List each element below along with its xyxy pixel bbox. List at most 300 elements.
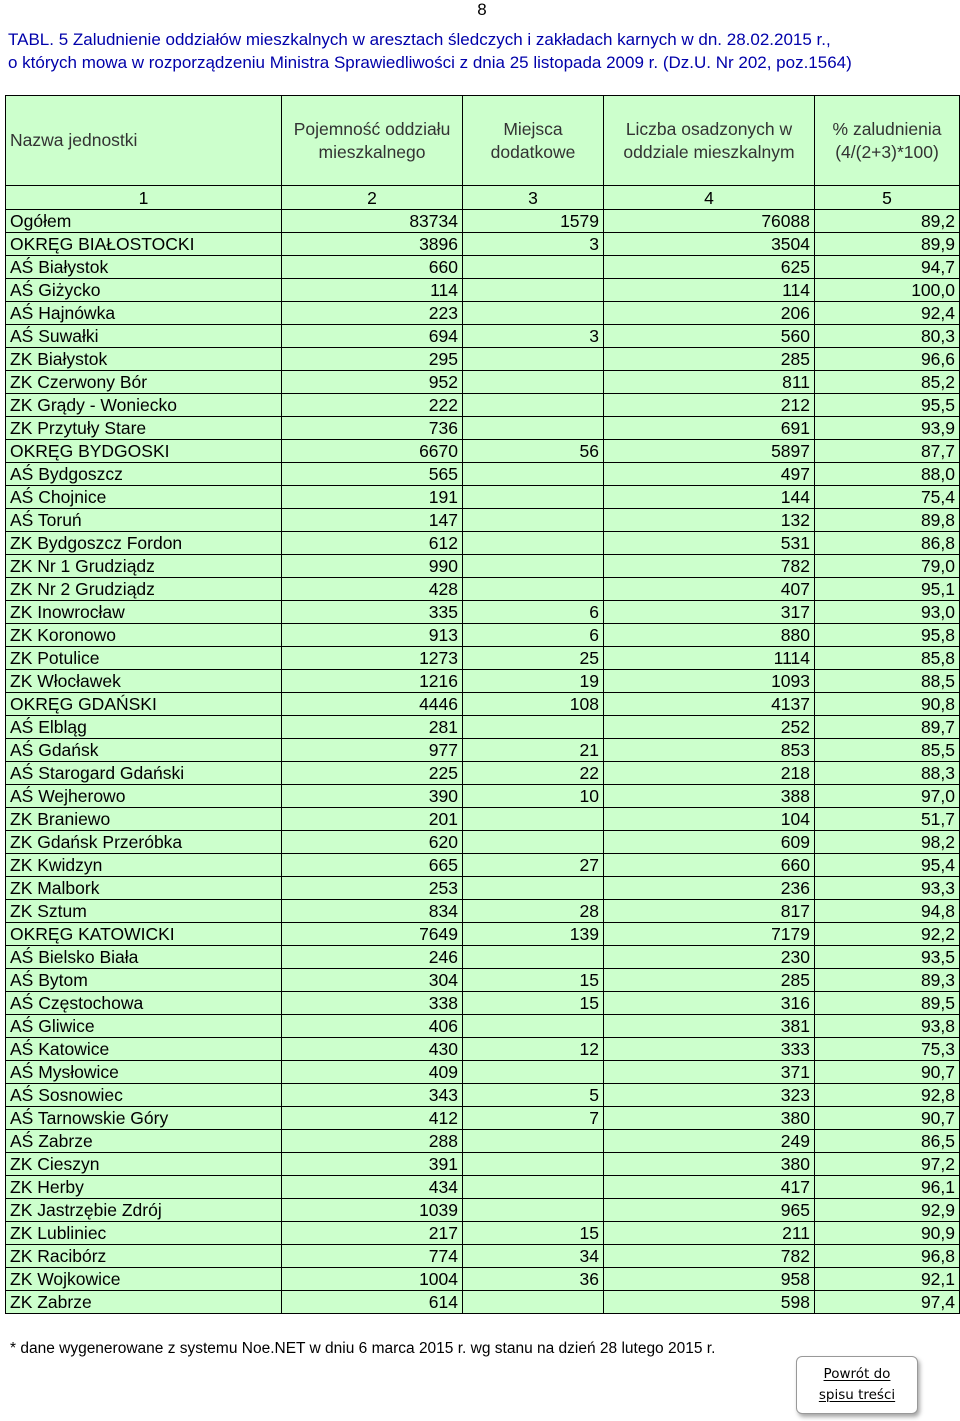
unit-name-cell: AŚ Katowice [6,1038,282,1061]
table-row [6,1291,960,1314]
table-row [6,1176,960,1199]
capacity-cell: 428 [282,578,463,601]
toc-link-line-2: spisu treści [818,1387,896,1403]
unit-name-cell: AŚ Suwałki [6,325,282,348]
toc-link-line-1: Powrót do [823,1366,891,1382]
unit-name-cell: AŚ Białystok [6,256,282,279]
occupancy-pct-cell: 95,8 [815,624,960,647]
occupancy-pct-cell: 93,9 [815,417,960,440]
capacity-cell: 304 [282,969,463,992]
inmates-cell: 811 [604,371,815,394]
capacity-cell: 1273 [282,647,463,670]
occupancy-pct-cell: 90,9 [815,1222,960,1245]
unit-name-cell: AŚ Bydgoszcz [6,463,282,486]
capacity-cell: 246 [282,946,463,969]
occupancy-pct-cell: 86,8 [815,532,960,555]
extra-places-cell: 56 [463,440,604,463]
unit-name-cell: AŚ Częstochowa [6,992,282,1015]
occupancy-pct-cell: 97,2 [815,1153,960,1176]
occupancy-pct-cell: 85,5 [815,739,960,762]
inmates-cell: 598 [604,1291,815,1314]
header-capacity: Pojemność oddziału mieszkalnego [282,96,463,186]
inmates-cell: 252 [604,716,815,739]
table-row [6,670,960,693]
occupancy-pct-cell: 93,5 [815,946,960,969]
table-row [6,739,960,762]
capacity-cell: 390 [282,785,463,808]
column-number: 1 [6,186,282,210]
unit-name-cell: AŚ Giżycko [6,279,282,302]
unit-name-cell: ZK Lubliniec [6,1222,282,1245]
unit-name-cell: ZK Herby [6,1176,282,1199]
inmates-cell: 323 [604,1084,815,1107]
capacity-cell: 406 [282,1015,463,1038]
table-row [6,1107,960,1130]
inmates-cell: 236 [604,877,815,900]
capacity-cell: 430 [282,1038,463,1061]
unit-name-cell: ZK Jastrzębie Zdrój [6,1199,282,1222]
occupancy-pct-cell: 90,7 [815,1107,960,1130]
unit-name-cell: ZK Nr 2 Grudziądz [6,578,282,601]
header-extra-places: Miejsca dodatkowe [463,96,604,186]
unit-name-cell: ZK Sztum [6,900,282,923]
occupancy-pct-cell: 92,2 [815,923,960,946]
capacity-cell: 217 [282,1222,463,1245]
inmates-cell: 625 [604,256,815,279]
table-row [6,417,960,440]
inmates-cell: 388 [604,785,815,808]
inmates-cell: 407 [604,578,815,601]
occupancy-pct-cell: 87,7 [815,440,960,463]
district-row [6,440,960,463]
unit-name-cell: ZK Potulice [6,647,282,670]
unit-name-cell: AŚ Gdańsk [6,739,282,762]
capacity-cell: 990 [282,555,463,578]
table-row [6,325,960,348]
occupancy-pct-cell: 98,2 [815,831,960,854]
unit-name-cell: ZK Cieszyn [6,1153,282,1176]
extra-places-cell [463,808,604,831]
occupancy-pct-cell: 97,4 [815,1291,960,1314]
unit-name-cell: ZK Nr 1 Grudziądz [6,555,282,578]
table-row [6,1153,960,1176]
capacity-cell: 614 [282,1291,463,1314]
table-row [6,1268,960,1291]
table-row [6,647,960,670]
extra-places-cell [463,509,604,532]
extra-places-cell: 1579 [463,210,604,233]
table-row [6,992,960,1015]
extra-places-cell: 5 [463,1084,604,1107]
district-row [6,233,960,256]
extra-places-cell [463,1153,604,1176]
inmates-cell: 206 [604,302,815,325]
unit-name-cell: ZK Przytuły Stare [6,417,282,440]
district-row [6,693,960,716]
capacity-cell: 1039 [282,1199,463,1222]
inmates-cell: 144 [604,486,815,509]
occupancy-pct-cell: 86,5 [815,1130,960,1153]
extra-places-cell [463,716,604,739]
extra-places-cell [463,1199,604,1222]
table-row [6,532,960,555]
occupancy-pct-cell: 96,1 [815,1176,960,1199]
extra-places-cell [463,279,604,302]
inmates-cell: 316 [604,992,815,1015]
inmates-cell: 3504 [604,233,815,256]
occupancy-pct-cell: 89,9 [815,233,960,256]
extra-places-cell [463,555,604,578]
unit-name-cell: OKRĘG BYDGOSKI [6,440,282,463]
table-row [6,762,960,785]
occupancy-pct-cell: 89,3 [815,969,960,992]
extra-places-cell [463,463,604,486]
occupancy-pct-cell: 90,8 [815,693,960,716]
inmates-cell: 371 [604,1061,815,1084]
extra-places-cell: 34 [463,1245,604,1268]
occupancy-pct-cell: 94,8 [815,900,960,923]
inmates-cell: 114 [604,279,815,302]
extra-places-cell: 15 [463,992,604,1015]
unit-name-cell: ZK Zabrze [6,1291,282,1314]
unit-name-cell: AŚ Wejherowo [6,785,282,808]
occupancy-pct-cell: 92,4 [815,302,960,325]
occupancy-pct-cell: 89,8 [815,509,960,532]
unit-name-cell: AŚ Tarnowskie Góry [6,1107,282,1130]
capacity-cell: 774 [282,1245,463,1268]
extra-places-cell [463,877,604,900]
inmates-cell: 230 [604,946,815,969]
caption-line-1: TABL. 5 Zaludnienie oddziałów mieszkalnych w aresztach śledczych i zakładach karnych w dn. 28.02.2015 r., [8,30,831,49]
capacity-cell: 834 [282,900,463,923]
extra-places-cell: 28 [463,900,604,923]
unit-name-cell: AŚ Elbląg [6,716,282,739]
capacity-cell: 253 [282,877,463,900]
extra-places-cell [463,831,604,854]
capacity-cell: 83734 [282,210,463,233]
inmates-cell: 249 [604,1130,815,1153]
occupancy-pct-cell: 80,3 [815,325,960,348]
unit-name-cell: AŚ Sosnowiec [6,1084,282,1107]
inmates-cell: 609 [604,831,815,854]
unit-name-cell: AŚ Zabrze [6,1130,282,1153]
occupancy-pct-cell: 75,4 [815,486,960,509]
column-number: 2 [282,186,463,210]
occupancy-pct-cell: 96,8 [815,1245,960,1268]
capacity-cell: 7649 [282,923,463,946]
extra-places-cell [463,417,604,440]
inmates-cell: 958 [604,1268,815,1291]
table-row [6,831,960,854]
occupancy-pct-cell: 100,0 [815,279,960,302]
unit-name-cell: ZK Gdańsk Przeróbka [6,831,282,854]
table-row [6,1061,960,1084]
inmates-cell: 132 [604,509,815,532]
inmates-cell: 212 [604,394,815,417]
extra-places-cell [463,348,604,371]
extra-places-cell: 3 [463,233,604,256]
occupancy-pct-cell: 79,0 [815,555,960,578]
extra-places-cell [463,256,604,279]
table-row [6,1038,960,1061]
inmates-cell: 497 [604,463,815,486]
unit-name-cell: AŚ Mysłowice [6,1061,282,1084]
capacity-cell: 409 [282,1061,463,1084]
unit-name-cell: AŚ Chojnice [6,486,282,509]
extra-places-cell [463,1015,604,1038]
occupancy-pct-cell: 88,0 [815,463,960,486]
table-row [6,555,960,578]
extra-places-cell: 3 [463,325,604,348]
table-row [6,394,960,417]
inmates-cell: 285 [604,348,815,371]
inmates-cell: 880 [604,624,815,647]
capacity-cell: 6670 [282,440,463,463]
inmates-cell: 317 [604,601,815,624]
extra-places-cell: 12 [463,1038,604,1061]
total-row [6,210,960,233]
inmates-cell: 660 [604,854,815,877]
occupancy-pct-cell: 93,0 [815,601,960,624]
capacity-cell: 225 [282,762,463,785]
table-row [6,946,960,969]
capacity-cell: 977 [282,739,463,762]
header-row [6,96,960,186]
capacity-cell: 335 [282,601,463,624]
unit-name-cell: OKRĘG GDAŃSKI [6,693,282,716]
capacity-cell: 952 [282,371,463,394]
occupancy-pct-cell: 92,1 [815,1268,960,1291]
table-row [6,877,960,900]
column-number: 3 [463,186,604,210]
unit-name-cell: OKRĘG KATOWICKI [6,923,282,946]
unit-name-cell: ZK Racibórz [6,1245,282,1268]
capacity-cell: 660 [282,256,463,279]
capacity-cell: 612 [282,532,463,555]
inmates-cell: 333 [604,1038,815,1061]
occupancy-pct-cell: 90,7 [815,1061,960,1084]
extra-places-cell [463,578,604,601]
capacity-cell: 694 [282,325,463,348]
capacity-cell: 736 [282,417,463,440]
table-row [6,509,960,532]
occupancy-pct-cell: 94,7 [815,256,960,279]
inmates-cell: 853 [604,739,815,762]
occupancy-pct-cell: 75,3 [815,1038,960,1061]
capacity-cell: 147 [282,509,463,532]
occupancy-pct-cell: 95,5 [815,394,960,417]
table-row [6,348,960,371]
inmates-cell: 560 [604,325,815,348]
table-row [6,302,960,325]
occupancy-pct-cell: 89,7 [815,716,960,739]
inmates-cell: 380 [604,1107,815,1130]
unit-name-cell: AŚ Gliwice [6,1015,282,1038]
extra-places-cell [463,532,604,555]
extra-places-cell [463,394,604,417]
inmates-cell: 76088 [604,210,815,233]
capacity-cell: 3896 [282,233,463,256]
inmates-cell: 1114 [604,647,815,670]
occupancy-pct-cell: 96,6 [815,348,960,371]
table-row [6,1222,960,1245]
column-number: 4 [604,186,815,210]
capacity-cell: 288 [282,1130,463,1153]
occupancy-pct-cell: 95,1 [815,578,960,601]
inmates-cell: 381 [604,1015,815,1038]
inmates-cell: 218 [604,762,815,785]
capacity-cell: 281 [282,716,463,739]
extra-places-cell: 6 [463,601,604,624]
table-row [6,601,960,624]
extra-places-cell: 139 [463,923,604,946]
capacity-cell: 295 [282,348,463,371]
extra-places-cell [463,486,604,509]
capacity-cell: 343 [282,1084,463,1107]
column-numbers-row [6,186,960,210]
capacity-cell: 913 [282,624,463,647]
occupancy-pct-cell: 89,5 [815,992,960,1015]
inmates-cell: 782 [604,555,815,578]
occupancy-pct-cell: 88,5 [815,670,960,693]
table-row [6,1130,960,1153]
inmates-cell: 965 [604,1199,815,1222]
unit-name-cell: ZK Malbork [6,877,282,900]
unit-name-cell: ZK Braniewo [6,808,282,831]
unit-name-cell: ZK Bydgoszcz Fordon [6,532,282,555]
inmates-cell: 285 [604,969,815,992]
unit-name-cell: AŚ Toruń [6,509,282,532]
extra-places-cell [463,1291,604,1314]
table-row [6,854,960,877]
unit-name-cell: ZK Białystok [6,348,282,371]
occupancy-pct-cell: 89,2 [815,210,960,233]
unit-name-cell: ZK Włocławek [6,670,282,693]
occupancy-pct-cell: 93,3 [815,877,960,900]
unit-name-cell: Ogółem [6,210,282,233]
district-row [6,923,960,946]
inmates-cell: 380 [604,1153,815,1176]
occupancy-pct-cell: 95,4 [815,854,960,877]
inmates-cell: 211 [604,1222,815,1245]
page-number: 8 [477,0,487,19]
unit-name-cell: OKRĘG BIAŁOSTOCKI [6,233,282,256]
inmates-cell: 7179 [604,923,815,946]
occupancy-pct-cell: 85,8 [815,647,960,670]
unit-name-cell: ZK Koronowo [6,624,282,647]
unit-name-cell: ZK Wojkowice [6,1268,282,1291]
inmates-cell: 782 [604,1245,815,1268]
inmates-cell: 817 [604,900,815,923]
inmates-cell: 4137 [604,693,815,716]
extra-places-cell: 25 [463,647,604,670]
unit-name-cell: AŚ Hajnówka [6,302,282,325]
capacity-cell: 338 [282,992,463,1015]
extra-places-cell [463,1061,604,1084]
table-row [6,578,960,601]
capacity-cell: 114 [282,279,463,302]
extra-places-cell [463,1130,604,1153]
capacity-cell: 565 [282,463,463,486]
table-row [6,808,960,831]
capacity-cell: 1216 [282,670,463,693]
table-row [6,486,960,509]
column-number: 5 [815,186,960,210]
unit-name-cell: AŚ Bytom [6,969,282,992]
extra-places-cell: 15 [463,1222,604,1245]
capacity-cell: 201 [282,808,463,831]
table-row [6,1245,960,1268]
caption-line-2: o których mowa w rozporządzeniu Ministra Sprawiedliwości z dnia 25 listopada 2009 r. (Dz.U. Nr 202, poz.1564) [8,53,852,72]
table-row [6,1084,960,1107]
extra-places-cell: 15 [463,969,604,992]
unit-name-cell: AŚ Bielsko Biała [6,946,282,969]
capacity-cell: 4446 [282,693,463,716]
inmates-cell: 691 [604,417,815,440]
capacity-cell: 222 [282,394,463,417]
occupancy-pct-cell: 92,9 [815,1199,960,1222]
extra-places-cell [463,1176,604,1199]
capacity-cell: 665 [282,854,463,877]
occupancy-pct-cell: 97,0 [815,785,960,808]
table-row [6,371,960,394]
occupancy-pct-cell: 51,7 [815,808,960,831]
inmates-cell: 104 [604,808,815,831]
unit-name-cell: ZK Czerwony Bór [6,371,282,394]
extra-places-cell: 6 [463,624,604,647]
table-row [6,1199,960,1222]
occupancy-pct-cell: 85,2 [815,371,960,394]
footnote: * dane wygenerowane z systemu Noe.NET w dniu 6 marca 2015 r. wg stanu na dzień 28 lutego 2015 r. [10,1340,716,1357]
occupancy-pct-cell: 93,8 [815,1015,960,1038]
header-inmates: Liczba osadzonych w oddziale mieszkalnym [604,96,815,186]
extra-places-cell: 108 [463,693,604,716]
table-caption [8,28,953,74]
table-row [6,463,960,486]
table-row [6,1015,960,1038]
header-occupancy-pct: % zaludnienia (4/(2+3)*100) [815,96,960,186]
inmates-cell: 531 [604,532,815,555]
back-to-toc-button[interactable] [796,1356,918,1414]
table-row [6,624,960,647]
table-row [6,256,960,279]
extra-places-cell [463,371,604,394]
capacity-cell: 434 [282,1176,463,1199]
extra-places-cell: 27 [463,854,604,877]
extra-places-cell: 36 [463,1268,604,1291]
table-row [6,969,960,992]
unit-name-cell: ZK Grądy - Woniecko [6,394,282,417]
extra-places-cell: 22 [463,762,604,785]
extra-places-cell: 21 [463,739,604,762]
table-row [6,279,960,302]
inmates-cell: 5897 [604,440,815,463]
unit-name-cell: ZK Kwidzyn [6,854,282,877]
header-unit-name: Nazwa jednostki [6,96,282,186]
extra-places-cell: 10 [463,785,604,808]
capacity-cell: 223 [282,302,463,325]
capacity-cell: 412 [282,1107,463,1130]
table-row [6,785,960,808]
extra-places-cell [463,302,604,325]
extra-places-cell: 19 [463,670,604,693]
occupancy-pct-cell: 92,8 [815,1084,960,1107]
occupancy-table [5,95,960,1314]
unit-name-cell: AŚ Starogard Gdański [6,762,282,785]
table-row [6,716,960,739]
table-row [6,900,960,923]
capacity-cell: 191 [282,486,463,509]
